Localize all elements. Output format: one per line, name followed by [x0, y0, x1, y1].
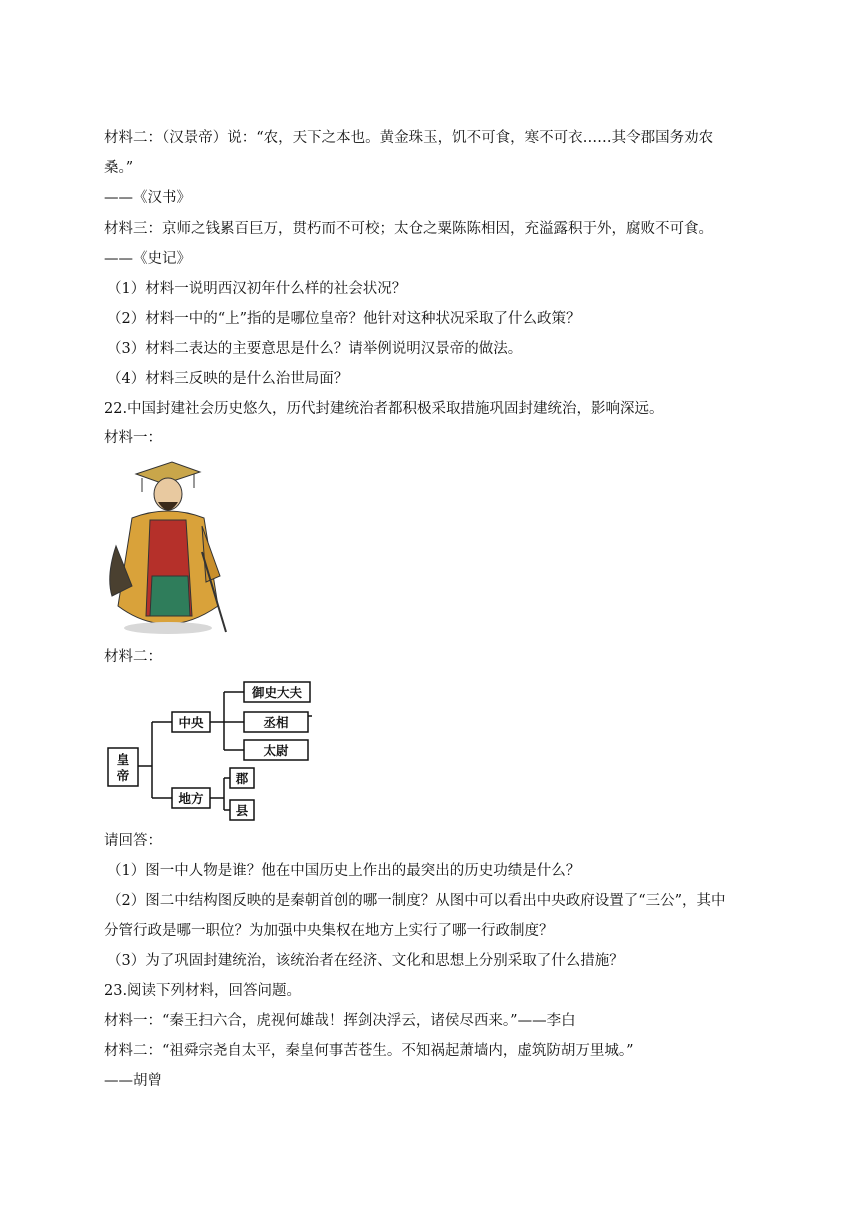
source-hu-zeng: ——胡曾	[104, 1073, 162, 1089]
material-2-line-2: 桑。”	[104, 160, 134, 176]
question-21-2: （2）材料一中的“上”指的是哪位皇帝？他针对这种状况采取了什么政策？	[107, 311, 581, 327]
question-23-stem: 23.阅读下列材料，回答问题。	[104, 983, 302, 999]
yushi-label: 御史大夫	[251, 685, 303, 700]
material-23-1: 材料一：“秦王扫六合，虎视何雄哉！挥剑决浮云，诸侯尽西来。”——李白	[104, 1013, 576, 1029]
question-22-1: （1）图一中人物是谁？他在中国历史上作出的最突出的历史功绩是什么？	[107, 863, 581, 879]
question-21-4: （4）材料三反映的是什么治世局面？	[107, 371, 349, 387]
question-22-2-line-2: 分管行政是哪一职位？为加强中央集权在地方上实行了哪一行政制度？	[104, 923, 554, 939]
please-answer: 请回答：	[104, 833, 162, 849]
qin-shihuang-portrait	[102, 456, 234, 636]
material-23-2: 材料二：“祖舜宗尧自太平，秦皇何事苦苍生。不知祸起萧墙内，虚筑防胡万里城。”	[104, 1043, 634, 1059]
question-22-stem: 22.中国封建社会历史悠久，历代封建统治者都积极采取措施巩固封建统治，影响深远。	[104, 401, 664, 417]
central-label: 中央	[178, 715, 204, 730]
qin-government-structure-diagram	[104, 676, 324, 824]
material-2-line-1: 材料二：（汉景帝）说：“农，天下之本也。黄金珠玉，饥不可食，寒不可衣……其令郡国务劝农	[104, 130, 714, 146]
source-shiji: ——《史记》	[104, 251, 191, 267]
question-21-1: （1）材料一说明西汉初年什么样的社会状况？	[107, 281, 407, 297]
question-22-2-line-1: （2）图二中结构图反映的是秦朝首创的哪一制度？从图中可以看出中央政府设置了“三公”，其中	[107, 893, 726, 909]
emperor-label-1: 皇	[116, 752, 130, 767]
chengxiang-label: 丞相	[263, 715, 289, 730]
material-3: 材料三：京师之钱累百巨万，贯朽而不可校；太仓之粟陈陈相因，充溢露积于外，腐败不可食。	[104, 221, 713, 237]
question-22-3: （3）为了巩固封建统治，该统治者在经济、文化和思想上分别采取了什么措施？	[107, 953, 624, 969]
xian-label: 县	[235, 803, 249, 818]
material-22-2-label: 材料二：	[104, 649, 162, 665]
emperor-label-2: 帝	[116, 768, 130, 783]
jun-label: 郡	[235, 771, 249, 786]
source-hanshu: ——《汉书》	[104, 190, 191, 206]
question-21-3: （3）材料二表达的主要意思是什么？请举例说明汉景帝的做法。	[107, 341, 523, 357]
material-22-1-label: 材料一：	[104, 430, 162, 446]
local-label: 地方	[178, 791, 204, 806]
taiwei-label: 太尉	[263, 743, 289, 758]
